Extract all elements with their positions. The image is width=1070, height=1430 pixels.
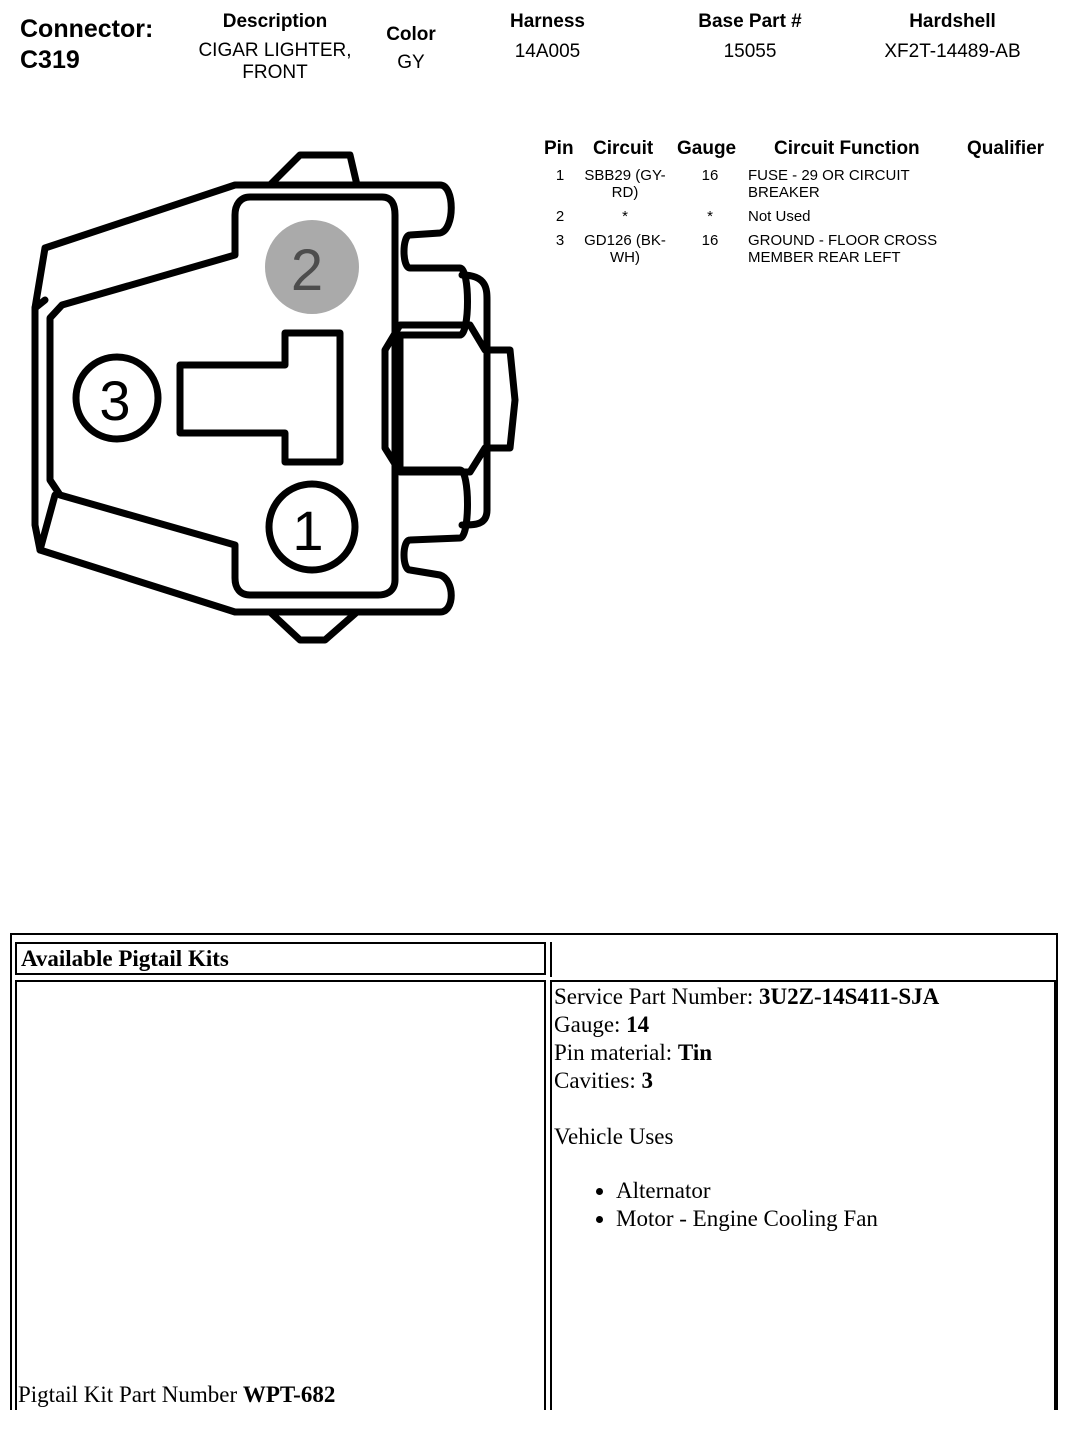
- color-label: Color: [386, 24, 436, 45]
- connector-face-diagram: [0, 130, 530, 650]
- service-part-value: 3U2Z-14S411-SJA: [759, 984, 940, 1009]
- hardshell-label: Hardshell: [909, 11, 996, 32]
- description-label: Description: [222, 11, 328, 32]
- harness-column: [480, 11, 615, 63]
- vehicle-uses-label: Vehicle Uses: [554, 1124, 674, 1149]
- cavities-value: 3: [641, 1068, 654, 1093]
- cavities-label: Cavities:: [554, 1068, 642, 1093]
- bottom-latch-tab: [270, 612, 357, 640]
- list-item: • Motor - Engine Cooling Fan: [616, 1205, 1052, 1233]
- circuit-value: GD126 (BK-WH): [584, 232, 666, 266]
- pin-number: 2: [555, 208, 565, 225]
- base-part-value: 15055: [723, 41, 777, 62]
- pigtail-kits-title: Available Pigtail Kits: [15, 942, 546, 975]
- hardshell-column: [860, 11, 1045, 63]
- gauge-value: 16: [701, 232, 719, 249]
- base-part-column: [675, 11, 825, 63]
- base-part-label: Base Part #: [698, 11, 802, 32]
- hardshell-value: XF2T-14489-AB: [884, 41, 1021, 62]
- pigtail-kits-header-spacer: [550, 942, 1056, 977]
- function-value: GROUND - FLOOR CROSS MEMBER REAR LEFT: [748, 232, 938, 266]
- color-column: [370, 24, 452, 74]
- gauge-value: *: [707, 208, 713, 225]
- qualifier-header: Qualifier: [967, 138, 1045, 159]
- gauge-value: 14: [626, 1012, 650, 1037]
- gauge-value: 16: [701, 167, 719, 184]
- cavities-line: [554, 1067, 1052, 1095]
- harness-label: Harness: [510, 11, 585, 32]
- description-column: [185, 11, 365, 84]
- service-part-line: [554, 983, 1052, 1011]
- connector-id: C319: [20, 46, 80, 74]
- pigtail-kit-details: [554, 983, 1052, 1233]
- harness-value: 14A005: [514, 41, 581, 62]
- t-key: [180, 333, 340, 462]
- function-value: Not Used: [748, 208, 811, 225]
- pin-3-label: 3: [99, 369, 131, 432]
- list-item: • Alternator: [616, 1177, 1052, 1205]
- kit-part-label: Pigtail Kit Part Number: [18, 1382, 243, 1407]
- description-value: CIGAR LIGHTER, FRONT: [198, 40, 352, 83]
- pin-2-label: 2: [290, 238, 324, 303]
- service-part-label: Service Part Number:: [554, 984, 760, 1009]
- pin-number: 1: [555, 167, 565, 184]
- pin-number: 3: [555, 232, 565, 249]
- pin-material-value: Tin: [677, 1040, 713, 1065]
- top-latch-tab: [270, 155, 357, 185]
- function-header: Circuit Function: [774, 138, 920, 159]
- vehicle-uses-list: [554, 1177, 1052, 1233]
- gauge-header: Gauge: [677, 138, 737, 159]
- gauge-line: [554, 1011, 1052, 1039]
- pigtail-kit-part-number: [18, 1381, 335, 1409]
- pin-header: Pin: [544, 138, 574, 159]
- pin-material-label: Pin material:: [554, 1040, 678, 1065]
- circuit-value: SBB29 (GY-RD): [584, 167, 666, 201]
- right-latch-body: [385, 325, 515, 472]
- kit-part-value: WPT-682: [242, 1382, 336, 1407]
- circuit-value: *: [622, 208, 628, 225]
- function-value: FUSE - 29 OR CIRCUIT BREAKER: [748, 167, 910, 201]
- pin-material-line: [554, 1039, 1052, 1067]
- color-value: GY: [397, 52, 425, 73]
- connector-heading: [20, 14, 153, 76]
- circuit-header: Circuit: [593, 138, 654, 159]
- pigtail-image-cell: [15, 980, 546, 1410]
- pin-1-label: 1: [292, 499, 324, 562]
- gauge-label: Gauge:: [554, 1012, 627, 1037]
- connector-label: Connector:: [20, 15, 154, 43]
